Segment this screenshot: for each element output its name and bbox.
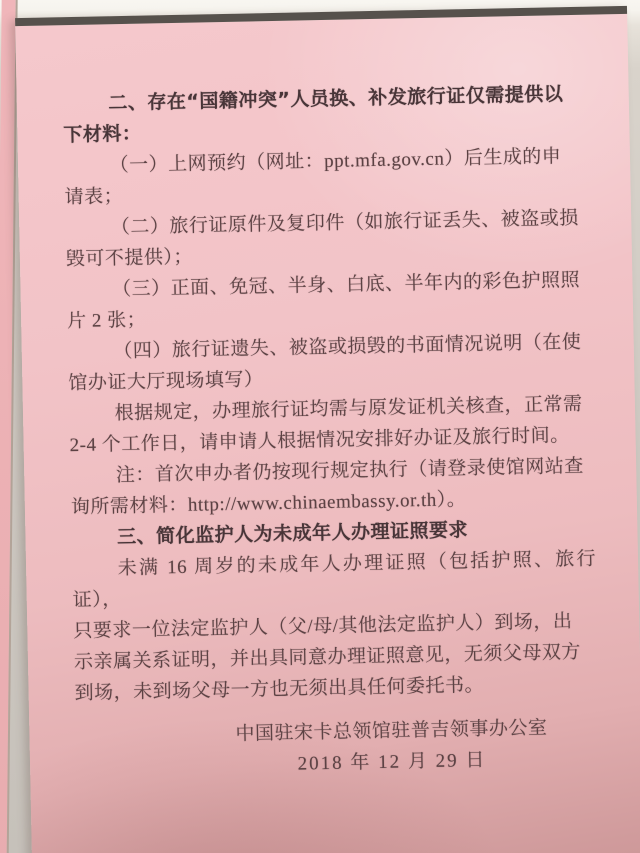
signature-office: 中国驻宋卡总领馆驻普吉领事办公室 [235,717,548,745]
processing-time-paragraph: 根据规定，办理旅行证均需与原发证机关核查，正常需 2-4 个工作日，请申请人根据情况安排好办证及旅行时间。 [69,393,583,457]
section-three-heading: 三、简化监护人为未成年人办理证照要求 [116,519,469,549]
material-item-4: （四）旅行证遗失、被盗或损毁的书面情况说明（在使 馆办证大厅现场填写） [68,331,582,395]
material-item-1: （一）上网预约（网址：ppt.mfa.gov.cn）后生成的申 请表； [64,146,562,209]
notice-content [15,14,640,785]
section-two-heading: 二、存在“国籍冲突”人员换、补发旅行证仅需提供以 下材料： [63,83,564,147]
material-item-3: （三）正面、免冠、半身、白底、半年内的彩色护照照 片 2 张； [66,269,581,333]
adjacent-pink-sheet [0,0,18,853]
signature-date: 2018 年 12 月 29 日 [297,749,487,775]
material-item-2: （二）旅行证原件及复印件（如旅行证丢失、被盗或损 毁可不提供）； [65,207,580,271]
notice-paper [15,6,640,853]
minors-policy-paragraph: 未满 16 周岁的未成年人办理证照（包括护照、旅行证）， 只要求一位法定监护人（父/母/其他法定监护人）到场，出 示亲属关系证明，并出具同意办理证照意见，无须父母双方 到场，未到场父母一方也无须出具任何委托书。 [72,548,597,705]
signature-block [235,713,548,781]
note-paragraph: 注：首次申办者仍按现行规定执行（请登录使馆网站查 询所需材料：http://www.chinaembassy.or.th）。 [70,455,584,519]
